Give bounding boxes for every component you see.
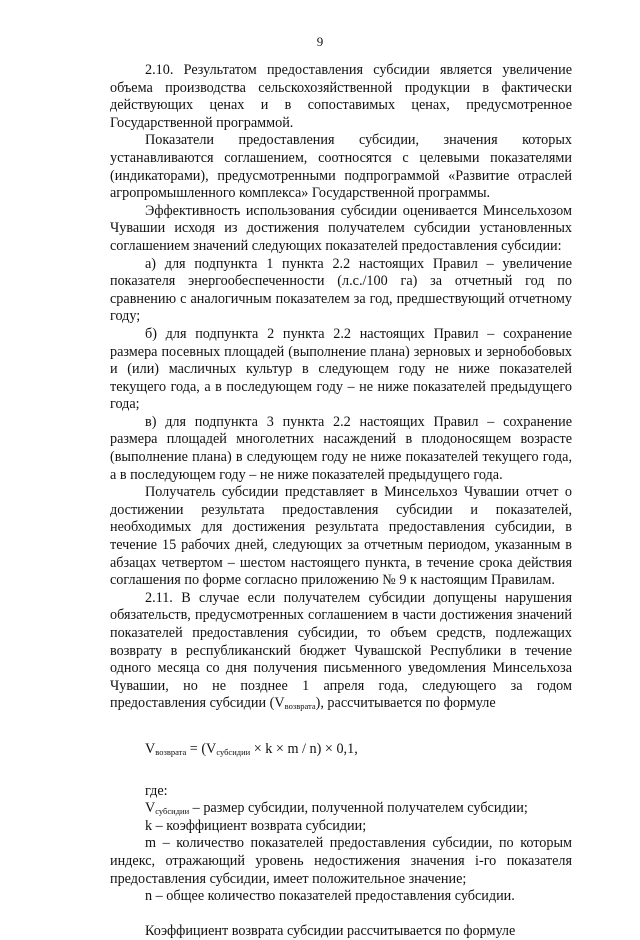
definition-k	[110, 818, 572, 836]
definition-n	[110, 888, 572, 906]
definition-text: – коэффициент возврата субсидии;	[152, 817, 367, 834]
formula-lhs-subscript: возврата	[155, 746, 187, 757]
paragraph-item-b: б) для подпункта 2 пункта 2.2 настоящих Правил – сохранение размера посевных площадей (выполнение плана) зерновых и зернобобовых и (или) масличных культур в следующем году не ниже показателей текущего года, а в последующем году – не ниже показателей предыдущего года;	[110, 325, 572, 413]
paragraph-2-10: 2.10. Результатом предоставления субсидии является увеличение объема производства сельскохозяйственной продукции в фактически действующих ценах и в сопоставимых ценах, предусмотренное Государственной программой.	[110, 62, 572, 131]
definition-symbol: k	[145, 817, 153, 834]
where-label: где:	[145, 782, 168, 799]
paragraph-report: Получатель субсидии представляет в Минсельхоз Чувашии отчет о достижении результата предоставления субсидии и показателей, необходимых для достижения результата предоставления субсидии, в течение 15 рабочих дней, следующих за отчетным периодом, указанным в абзацах четвертом – шестом настоящего пункта, в течение срока действия соглашения по форме согласно приложению № 9 к настоящим Правилам.	[110, 484, 572, 589]
definition-text: – общее количество показателей предоставления субсидии.	[152, 888, 515, 905]
definition-symbol: V	[145, 800, 156, 817]
formula-eq: = (V	[186, 740, 217, 757]
paragraph-2-11	[110, 590, 572, 713]
document-body	[110, 62, 572, 940]
paragraph-indicators: Показатели предоставления субсидии, значения которых устанавливаются соглашением, соотносятся с целевыми показателями (индикаторами), предусмотренными подпрограммой «Развитие отраслей агропромышленного комплекса» Государственной программы.	[110, 132, 572, 202]
closing-sentence: Коэффициент возврата субсидии рассчитывается по формуле	[145, 922, 516, 939]
paragraph-item-a: а) для подпункта 1 пункта 2.2 настоящих Правил – увеличение показателя энергообеспеченности (л.с./100 га) за отчетный год по сравнению с аналогичным показателем за год, предшествующий отчетному году;	[110, 255, 572, 325]
definition-subscript: субсидии	[155, 806, 190, 817]
paragraph-efficiency: Эффективность использования субсидии оценивается Минсельхозом Чувашии исходя из достижения получателем субсидии установленных соглашением значений следующих показателей предоставления субсидии:	[110, 202, 572, 254]
definition-v-subsidy	[110, 800, 572, 818]
paragraph-item-c: в) для подпункта 3 пункта 2.2 настоящих Правил – сохранение размера площадей многолетних насаждений в плодоносящем возрасте (выполнение плана) в следующем году не ниже показателей текущего года, а в последующем году – не ниже показателей предыдущего года.	[110, 413, 572, 483]
definition-text: – количество показателей предоставления субсидии, по которым индекс, отражающий уровень недостижения значения i-го показателя предоставления субсидии, имеет положительное значение;	[110, 835, 572, 887]
paragraph-2-11-subscript: возврата	[284, 701, 316, 712]
formula-lhs: V	[145, 740, 156, 757]
formula-subsidy-subscript: субсидии	[216, 746, 251, 757]
paragraph-2-11-text: 2.11. В случае если получателем субсидии допущены нарушения обязательств, предусмотренных соглашением в части достижения значений показателей предоставления субсидии, то объем средств, подлежащих возврату в республиканский бюджет Чувашской Республики в течение одного месяца со дня получения письменного уведомления Минсельхоза Чувашии, но не позднее 1 апреля года, следующего за годом предоставления субсидии (V	[110, 589, 572, 712]
paragraph-2-11-tail: ), рассчитывается по формуле	[315, 695, 496, 712]
definition-symbol: m	[145, 835, 157, 852]
definition-text: – размер субсидии, полученной получателем субсидии;	[189, 800, 528, 817]
return-formula	[110, 741, 572, 759]
definition-m	[110, 835, 572, 888]
formula-rest: × k × m / n) × 0,1,	[250, 740, 358, 757]
definition-symbol: n	[145, 888, 153, 905]
page-number: 9	[316, 34, 324, 49]
